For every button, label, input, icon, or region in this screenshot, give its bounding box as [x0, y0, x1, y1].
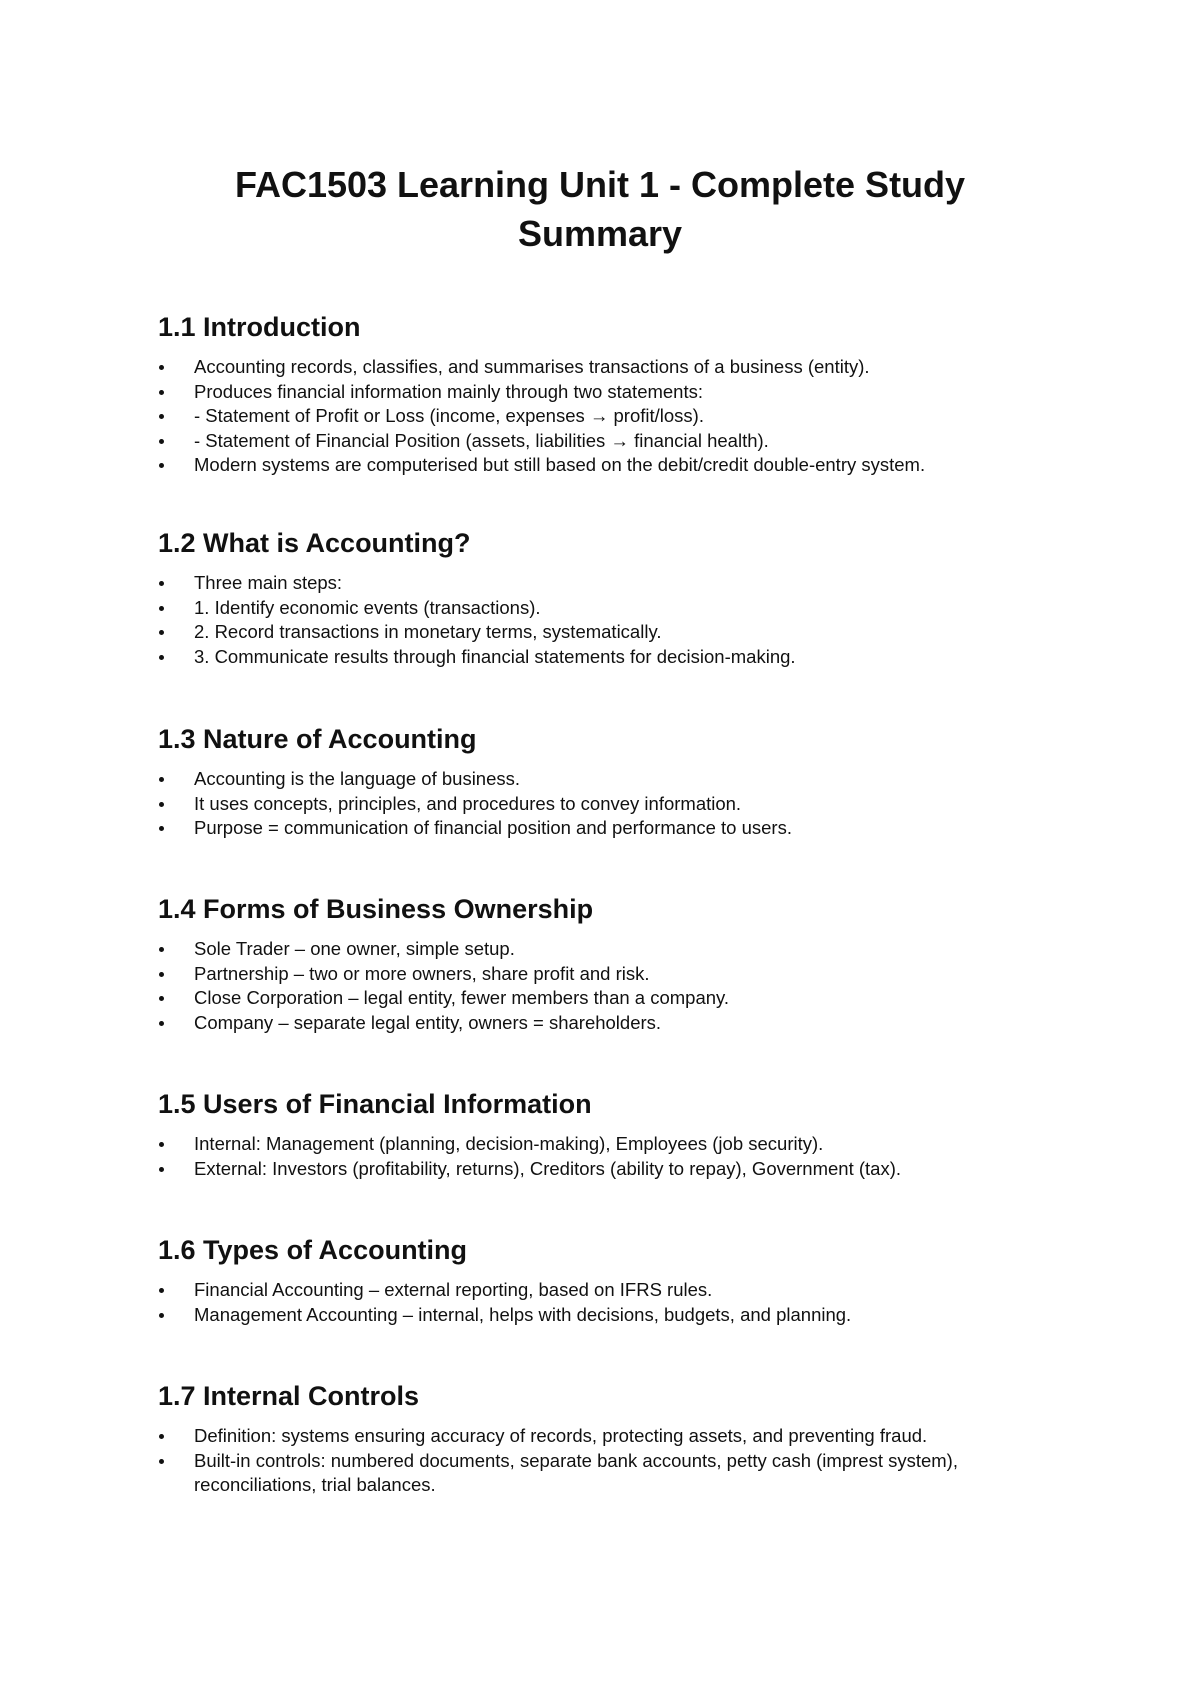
list-item-text: Accounting is the language of business.	[194, 768, 521, 789]
list-item	[158, 620, 1058, 645]
bullet-icon	[159, 390, 164, 395]
section-heading: 1.5 Users of Financial Information	[158, 1089, 592, 1119]
list-item-text: Definition: systems ensuring accuracy of records, protecting assets, and preventing fraud.	[194, 1425, 928, 1446]
list-item-text: - Statement of Financial Position (assets, liabilities → financial health).	[194, 429, 769, 451]
list-item	[158, 1424, 1058, 1449]
bullet-icon	[159, 777, 164, 782]
bullet-icon	[159, 414, 164, 419]
bullet-icon	[159, 1167, 164, 1172]
section-heading: 1.3 Nature of Accounting	[158, 724, 477, 754]
list-item	[158, 1132, 1058, 1157]
list-item	[158, 1449, 1058, 1498]
list-item	[158, 1157, 1058, 1182]
list-item	[158, 571, 1058, 596]
list-item-text: Purpose = communication of financial position and performance to users.	[194, 817, 792, 838]
list-item-text: Close Corporation – legal entity, fewer members than a company.	[194, 987, 730, 1008]
list-item	[158, 937, 1058, 962]
list-item	[158, 1278, 1058, 1303]
section-heading: 1.6 Types of Accounting	[158, 1235, 468, 1265]
list-item-text: - Statement of Profit or Loss (income, expenses → profit/loss).	[194, 405, 704, 426]
list-item	[158, 986, 1058, 1011]
list-item-text: Company – separate legal entity, owners = shareholders.	[194, 1011, 662, 1033]
bullet-icon	[159, 439, 164, 444]
list-item	[158, 645, 1058, 670]
bullet-icon	[159, 606, 164, 611]
section-heading: 1.4 Forms of Business Ownership	[158, 894, 594, 924]
list-item-text: Built-in controls: numbered documents, separate bank accounts, petty cash (imprest system), reconciliations, trial balances.	[194, 1449, 958, 1495]
bullet-icon	[159, 581, 164, 586]
section-heading: 1.1 Introduction	[158, 312, 361, 342]
list-item-text: It uses concepts, principles, and procedures to convey information.	[194, 792, 742, 814]
bullet-icon	[159, 463, 164, 468]
bullet-icon	[159, 1434, 164, 1439]
section-nature-of-accounting	[158, 723, 1058, 841]
bullet-icon	[159, 996, 164, 1001]
bullet-icon	[159, 947, 164, 952]
section-types-of-accounting	[158, 1234, 1058, 1327]
list-item-text: Accounting records, classifies, and summarises transactions of a business (entity).	[194, 356, 870, 377]
section-what-is-accounting	[158, 527, 1058, 669]
bullet-list	[158, 1132, 1058, 1181]
bullet-icon	[159, 1313, 164, 1318]
section-heading: 1.2 What is Accounting?	[158, 528, 471, 558]
bullet-icon	[159, 655, 164, 660]
list-item-text: Partnership – two or more owners, share profit and risk.	[194, 962, 650, 984]
list-item-text: 1. Identify economic events (transactions).	[194, 596, 541, 618]
list-item-text: Financial Accounting – external reporting, based on IFRS rules.	[194, 1279, 713, 1300]
bullet-icon	[159, 365, 164, 370]
section-heading: 1.7 Internal Controls	[158, 1381, 420, 1411]
list-item-text: Sole Trader – one owner, simple setup.	[194, 938, 515, 959]
list-item-text: Management Accounting – internal, helps with decisions, budgets, and planning.	[194, 1303, 852, 1325]
list-item	[158, 767, 1058, 792]
list-item	[158, 404, 1058, 429]
bullet-icon	[159, 1142, 164, 1147]
list-item	[158, 816, 1058, 841]
list-item	[158, 962, 1058, 987]
bullet-icon	[159, 802, 164, 807]
list-item-text: Produces financial information mainly through two statements:	[194, 380, 704, 402]
list-item	[158, 596, 1058, 621]
list-item	[158, 453, 1058, 478]
list-item	[158, 380, 1058, 405]
bullet-list	[158, 1278, 1058, 1327]
bullet-list	[158, 571, 1058, 669]
bullet-list	[158, 1424, 1058, 1498]
list-item-text: Modern systems are computerised but still based on the debit/credit double-entry system.	[194, 454, 926, 475]
bullet-icon	[159, 1021, 164, 1026]
list-item-text: Internal: Management (planning, decision-making), Employees (job security).	[194, 1133, 824, 1154]
section-forms-of-business-ownership	[158, 893, 1058, 1035]
list-item-text: Three main steps:	[194, 572, 343, 593]
bullet-icon	[159, 630, 164, 635]
bullet-icon	[159, 972, 164, 977]
section-internal-controls	[158, 1380, 1058, 1498]
section-introduction	[158, 311, 1058, 478]
bullet-list	[158, 355, 1058, 478]
list-item	[158, 355, 1058, 380]
list-item	[158, 429, 1058, 454]
list-item	[158, 1011, 1058, 1036]
bullet-list	[158, 767, 1058, 841]
list-item-text: External: Investors (profitability, returns), Creditors (ability to repay), Government (tax).	[194, 1157, 902, 1179]
list-item-text: 3. Communicate results through financial statements for decision-making.	[194, 645, 796, 667]
section-users-of-financial-information	[158, 1088, 1058, 1181]
list-item	[158, 792, 1058, 817]
bullet-icon	[159, 826, 164, 831]
list-item-text: 2. Record transactions in monetary terms, systematically.	[194, 621, 662, 642]
bullet-icon	[159, 1288, 164, 1293]
list-item	[158, 1303, 1058, 1328]
document-title: FAC1503 Learning Unit 1 - Complete Study Summary	[234, 164, 966, 254]
bullet-icon	[159, 1459, 164, 1464]
bullet-list	[158, 937, 1058, 1035]
